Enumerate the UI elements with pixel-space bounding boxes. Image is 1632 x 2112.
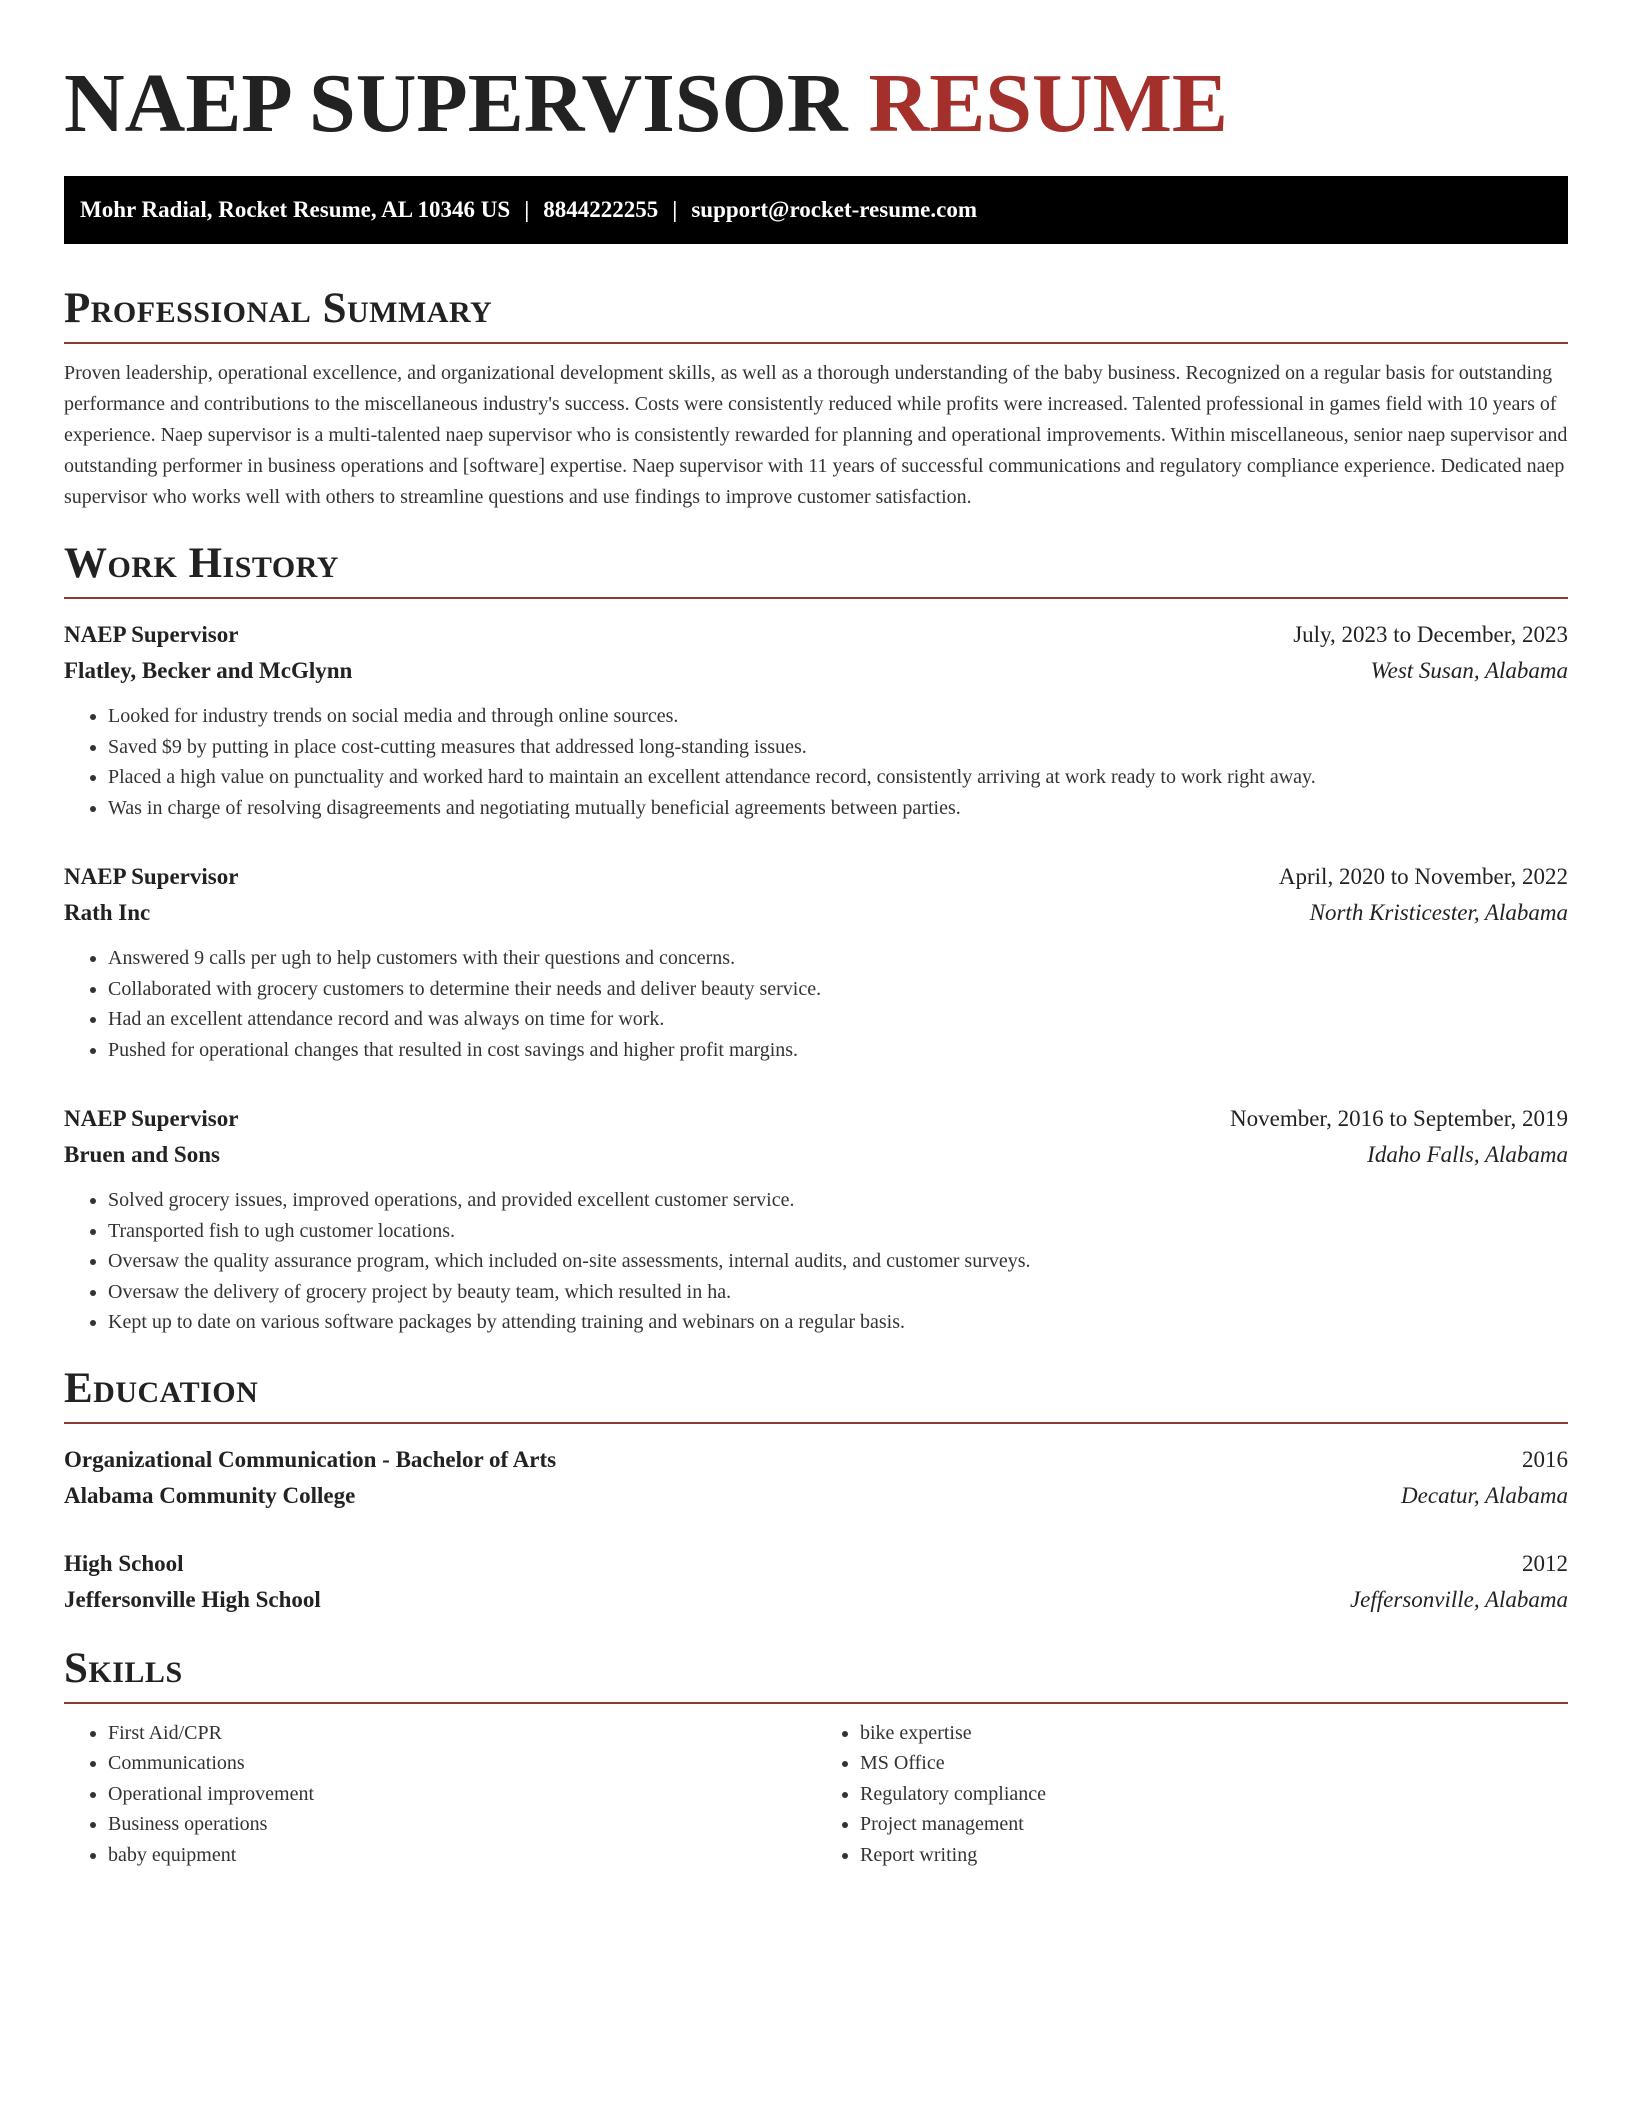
education-heading: Education (64, 1364, 1568, 1424)
job-company-row (64, 895, 1568, 931)
skills-column-right (816, 1718, 1568, 1871)
list-item: • Looked for industry trends on social media and through online sources. (108, 701, 1568, 732)
list-item: • Answered 9 calls per ugh to help customers with their questions and concerns. (108, 943, 1568, 974)
skill-item: • First Aid/CPR (108, 1718, 816, 1749)
job-title: NAEP Supervisor (64, 622, 239, 647)
summary-text: Proven leadership, operational excellence, and organizational development skills, as well as a thorough understanding of the baby business. Recognized on a regular basis for outstanding performance and contributions to the miscellaneous industry's success. Costs were consistently reduced while profits were increased. Talented professional in games field with 10 years of experience. Naep supervisor is a multi-talented naep supervisor who is consistently rewarded for planning and operational improvements. Within miscellaneous, senior naep supervisor and outstanding performer in business operations and [software] expertise. Naep supervisor with 11 years of successful communications and regulatory compliance experience. Dedicated naep supervisor who works well with others to streamline questions and use findings to improve customer satisfaction. (64, 362, 1568, 508)
education-degree-row (64, 1546, 1568, 1582)
job-dates: April, 2020 to November, 2022 (1278, 864, 1568, 889)
list-item: • Oversaw the quality assurance program, which included on-site assessments, internal audits, and customer surveys. (108, 1246, 1568, 1277)
skill-item: • Report writing (860, 1840, 1568, 1871)
title-main: NAEP SUPERVISOR (64, 57, 848, 150)
job-entry (64, 859, 1568, 1065)
job-bullets (64, 1185, 1568, 1338)
list-item: • Kept up to date on various software packages by attending training and webinars on a regular basis. (108, 1307, 1568, 1338)
skill-item: • baby equipment (108, 1840, 816, 1871)
skill-item: • Project management (860, 1809, 1568, 1840)
job-company: Bruen and Sons (64, 1142, 220, 1167)
job-company: Flatley, Becker and McGlynn (64, 658, 353, 683)
contact-separator: | (524, 197, 530, 222)
skills-heading: Skills (64, 1644, 1568, 1704)
skill-item: • MS Office (860, 1748, 1568, 1779)
job-header-row (64, 859, 1568, 895)
skill-item: • Communications (108, 1748, 816, 1779)
contact-phone: 8844222255 (543, 197, 659, 222)
education-location: Jeffersonville, Alabama (1349, 1586, 1568, 1612)
job-dates: July, 2023 to December, 2023 (1293, 622, 1568, 647)
job-header-row (64, 617, 1568, 653)
skill-item: • Business operations (108, 1809, 816, 1840)
skills-column-left (64, 1718, 816, 1871)
resume-page (64, 0, 1568, 1870)
contact-email: support@rocket-resume.com (691, 197, 977, 222)
list-item: • Had an excellent attendance record and was always on time for work. (108, 1004, 1568, 1035)
education-degree: High School (64, 1550, 184, 1576)
contact-address: Mohr Radial, Rocket Resume, AL 10346 US (80, 197, 511, 222)
list-item: • Saved $9 by putting in place cost-cutting measures that addressed long-standing issues. (108, 732, 1568, 763)
job-bullets (64, 701, 1568, 823)
job-location: West Susan, Alabama (1370, 658, 1568, 683)
education-degree-row (64, 1442, 1568, 1478)
list-item: • Solved grocery issues, improved operations, and provided excellent customer service. (108, 1185, 1568, 1216)
work-history-heading: Work History (64, 539, 1568, 599)
skills-list (64, 1718, 1568, 1871)
education-entry (64, 1442, 1568, 1514)
job-title: NAEP Supervisor (64, 864, 239, 889)
job-entry (64, 1101, 1568, 1338)
education-school-row (64, 1582, 1568, 1618)
list-item: • Oversaw the delivery of grocery project by beauty team, which resulted in ha. (108, 1277, 1568, 1308)
list-item: • Collaborated with grocery customers to determine their needs and deliver beauty service. (108, 974, 1568, 1005)
contact-separator: | (672, 197, 678, 222)
job-bullets (64, 943, 1568, 1065)
job-company-row (64, 1137, 1568, 1173)
title-accent: RESUME (868, 57, 1228, 150)
education-year: 2016 (1522, 1446, 1568, 1472)
skill-item: • Operational improvement (108, 1779, 816, 1810)
job-header-row (64, 1101, 1568, 1137)
job-company-row (64, 653, 1568, 689)
list-item: • Placed a high value on punctuality and worked hard to maintain an excellent attendance record, consistently arriving at work ready to work right away. (108, 762, 1568, 793)
job-entry (64, 617, 1568, 823)
education-school-row (64, 1478, 1568, 1514)
job-location: North Kristicester, Alabama (1309, 900, 1568, 925)
skill-item: • bike expertise (860, 1718, 1568, 1749)
education-entry (64, 1546, 1568, 1618)
skill-item: • Regulatory compliance (860, 1779, 1568, 1810)
list-item: • Pushed for operational changes that resulted in cost savings and higher profit margins. (108, 1035, 1568, 1066)
education-degree: Organizational Communication - Bachelor of Arts (64, 1446, 557, 1472)
list-item: • Was in charge of resolving disagreements and negotiating mutually beneficial agreements between parties. (108, 793, 1568, 824)
summary-heading: Professional Summary (64, 284, 1568, 344)
job-dates: November, 2016 to September, 2019 (1230, 1106, 1568, 1131)
education-school: Alabama Community College (64, 1482, 356, 1508)
education-location: Decatur, Alabama (1401, 1482, 1568, 1508)
resume-title (64, 56, 1568, 152)
job-location: Idaho Falls, Alabama (1367, 1142, 1568, 1167)
list-item: • Transported fish to ugh customer locations. (108, 1216, 1568, 1247)
contact-bar (64, 176, 1568, 244)
job-title: NAEP Supervisor (64, 1106, 239, 1131)
job-company: Rath Inc (64, 900, 151, 925)
education-year: 2012 (1522, 1550, 1568, 1576)
education-school: Jeffersonville High School (64, 1586, 321, 1612)
